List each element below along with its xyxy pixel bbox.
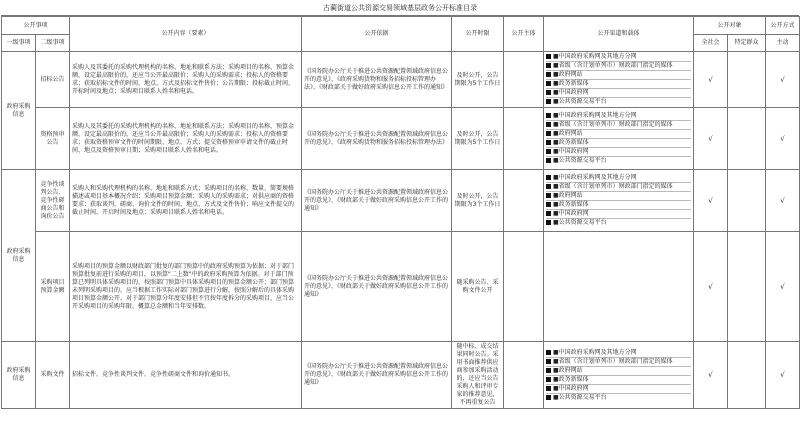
channel-item: ■中国政府网 (546, 385, 691, 394)
channel-item: ■省级（含计划单列市）财政部门指定的媒体 (546, 121, 691, 130)
checkbox-icon (546, 149, 551, 154)
checkbox-icon (546, 193, 551, 198)
check-mark-icon: √ (694, 52, 728, 108)
header-level1: 一级事项 (2, 35, 36, 52)
specific-cell (728, 52, 766, 108)
content-cell: 采购项目的预算金额以财政部门批复的部门预算中的政府采购预算为依据；对于部门预算批复前进行采购的项目，以预算"二上数"中的政府采购预算为依据。对于部门预算已列明具体采购项目的，按照部门预算中具体采购项目的预算金额公开；部门预算未列明采购项目的，应当根据工作实际对部门预算进行分解，按照分解后的具体采购项目预算金额公开。对于部门预算分年度安排但不宜按年度拆分的采购项目，应当公开采购项目的采购年限、概算总金额和当年安排数。 (70, 232, 302, 342)
checkbox-icon (546, 368, 551, 373)
checkbox-icon (546, 220, 551, 225)
channel-item: ■省级（含计划单列市）财政部门指定的媒体 (546, 62, 691, 71)
table-row (2, 170, 800, 232)
channel-item: ■公共资源交易平台 (546, 219, 691, 227)
time-cell: 及时公开，公告期限为5个工作日 (452, 52, 504, 108)
check-mark-icon: √ (766, 52, 800, 108)
channel-item: ■政务新媒体 (546, 80, 691, 89)
channel-item: ■中国政府网 (546, 210, 691, 219)
header-target: 公开对象 (694, 17, 766, 35)
catalog-table (1, 16, 800, 409)
time-cell: 及时公开，公告期限为3个工作日 (452, 170, 504, 232)
channel-item: ■政府网站 (546, 367, 691, 376)
channel-cell (544, 170, 694, 232)
page-title: 古蔺街道公共资源交易领域基层政务公开标准目录 (1, 1, 799, 16)
checkbox-icon (546, 54, 551, 59)
channel-item: ■公共资源交易平台 (546, 157, 691, 165)
basis-cell: 《国务院办公厅关于推进公共资源配置领域政府信息公开的意见》、《财政部关于做好政府采购信息公开工作的通知》 (302, 342, 452, 409)
channel-item: ■省级（含计划单列市）财政部门指定的媒体 (546, 183, 691, 192)
check-mark-icon: √ (766, 108, 800, 170)
level1-cell: 政府采购信息 (2, 342, 36, 409)
header-specific: 特定群众 (728, 35, 766, 52)
channel-item: ■省级（含计划单列市）财政部门指定的媒体 (546, 358, 691, 367)
check-mark-icon: √ (766, 170, 800, 232)
basis-cell: 《国务院办公厅关于推进公共资源配置领域政府信息公开的意见》、《财政部关于做好政府采购信息公开工作的通知》 (302, 170, 452, 232)
channel-cell (544, 52, 694, 108)
level1-cell: 政府采购信息 (2, 52, 36, 170)
header-subject: 公开主体 (504, 17, 544, 52)
checkbox-icon (546, 90, 551, 95)
checkbox-icon (546, 72, 551, 77)
checkbox-icon (546, 202, 551, 207)
checkbox-icon (546, 131, 551, 136)
checkbox-icon (546, 113, 551, 118)
specific-cell (728, 108, 766, 170)
content-cell: 采购人及其委托的采购代理机构的名称、地址和联系方法；采购项目的名称、预算金额，设定最高限价的，还应当公开最高限价；采购人的采购需求；投标人的资格要求；获取招标文件的时间、地点、方式及招标文件售价；公告期限；投标截止时间、开标时间及地点；采购项目联系人姓名和电话。 (70, 52, 302, 108)
channel-item: ■政府网站 (546, 192, 691, 201)
checkbox-icon (546, 158, 551, 163)
level2-cell: 采购文件 (36, 342, 70, 409)
time-cell: 随采购公告、采购文件公开 (452, 232, 504, 342)
channel-item: ■公共资源交易平台 (546, 98, 691, 106)
basis-cell: 《国务院办公厅关于推进公共资源配置领域政府信息公开的意见》、《政府采购货物和服务招标投标管理办法》 (302, 108, 452, 170)
document-page (1, 1, 799, 420)
header-channel: 公开渠道和载体 (544, 17, 694, 52)
header-content: 公开内容（要素） (70, 17, 302, 52)
channel-item: ■中国政府采购网及其地方分网 (546, 112, 691, 121)
check-mark-icon: √ (766, 232, 800, 342)
checkbox-icon (546, 81, 551, 86)
header-society: 全社会 (694, 35, 728, 52)
channel-item: ■政务新媒体 (546, 376, 691, 385)
basis-cell: 《国务院办公厅关于推进公共资源配置领域政府信息公开的意见》、《财政部关于做好政府采购信息公开工作的通知》 (302, 232, 452, 342)
checkbox-icon (546, 377, 551, 382)
checkbox-icon (546, 122, 551, 127)
content-cell: 采购人及其委托的采购代理机构的名称、地址和联系方法；采购项目的名称、预算金额，设定最高限价的，还应当公开最高限价；采购人的采购需求；投标人的资格要求；获取资格预审文件的时间期限、地点、方式；提交资格预审申请文件的截止时间、地点及资格预审日期；采购项目联系人姓名和电话。 (70, 108, 302, 170)
channel-item: ■中国政府采购网及其地方分网 (546, 349, 691, 358)
time-cell: 随中标、成交结果同时公告。采用书面推荐供应商参加采购活动的，还应当公告采购人和评审专家的推荐意见，不再重复公告 (452, 342, 504, 409)
header-level2: 二级事项 (36, 35, 70, 52)
check-mark-icon: √ (694, 342, 728, 409)
header-basis: 公开依据 (302, 17, 452, 52)
channel-item: ■中国政府采购网及其地方分网 (546, 174, 691, 183)
checkbox-icon (546, 359, 551, 364)
specific-cell (728, 170, 766, 232)
channel-item: ■中国政府采购网及其地方分网 (546, 53, 691, 62)
checkbox-icon (546, 184, 551, 189)
channel-item: ■中国政府网 (546, 89, 691, 98)
header-item: 公开事项 (2, 17, 70, 35)
subject-cell (504, 342, 544, 409)
subject-cell (504, 232, 544, 342)
checkbox-icon (546, 99, 551, 104)
subject-cell (504, 52, 544, 108)
table-row (2, 108, 800, 170)
checkbox-icon (546, 350, 551, 355)
content-cell: 采购人和采购代理机构的名称、地址和联系方式；采购项目的名称、数量、简要规格描述或项目基本概况介绍；采购项目预算金额；采购人的采购需求；对供应商的资格要求；获取谈判、磋商、询价文件的时间、地点、方式及文件售价；响应文件提交的截止时间、开启时间及地点；采购项目联系人姓名和电话。 (70, 170, 302, 232)
specific-cell (728, 342, 766, 409)
channel-item: ■中国政府网 (546, 148, 691, 157)
checkbox-icon (546, 395, 551, 400)
header-active: 主动 (766, 35, 800, 52)
level2-cell: 招标公告 (36, 52, 70, 108)
level2-cell: 竞争性谈判公告、竞争性磋商公告和询价公告 (36, 170, 70, 232)
content-cell: 招标文件、竞争性谈判文件、竞争性磋商文件和询价通知书。 (70, 342, 302, 409)
checkbox-icon (546, 386, 551, 391)
header-method: 公开方式 (766, 17, 800, 35)
checkbox-icon (546, 140, 551, 145)
check-mark-icon: √ (694, 232, 728, 342)
check-mark-icon: √ (694, 170, 728, 232)
table-row (2, 232, 800, 342)
check-mark-icon: √ (694, 108, 728, 170)
channel-cell (544, 342, 694, 409)
channel-item: ■政务新媒体 (546, 139, 691, 148)
channel-item: ■公共资源交易平台 (546, 394, 691, 402)
time-cell: 及时公开，公告期限为5个工作日 (452, 108, 504, 170)
header-time: 公开时限 (452, 17, 504, 52)
specific-cell (728, 232, 766, 342)
check-mark-icon: √ (766, 342, 800, 409)
basis-cell: 《国务院办公厅关于推进公共资源配置领域政府信息公开的意见》、《政府采购货物和服务招标投标管理办法》、《财政部关于做好政府采购信息公开工作的通知》 (302, 52, 452, 108)
level2-cell: 采购项目预算金额 (36, 232, 70, 342)
checkbox-icon (546, 63, 551, 68)
table-row (2, 52, 800, 108)
level2-cell: 资格预审公告 (36, 108, 70, 170)
channel-item: ■政府网站 (546, 130, 691, 139)
subject-cell (504, 170, 544, 232)
checkbox-icon (546, 175, 551, 180)
level1-cell: 政府采购信息 (2, 170, 36, 342)
checkbox-icon (546, 211, 551, 216)
subject-cell (504, 108, 544, 170)
channel-item: ■政务新媒体 (546, 201, 691, 210)
table-row (2, 342, 800, 409)
channel-item: ■政府网站 (546, 71, 691, 80)
channel-cell (544, 232, 694, 342)
channel-cell (544, 108, 694, 170)
